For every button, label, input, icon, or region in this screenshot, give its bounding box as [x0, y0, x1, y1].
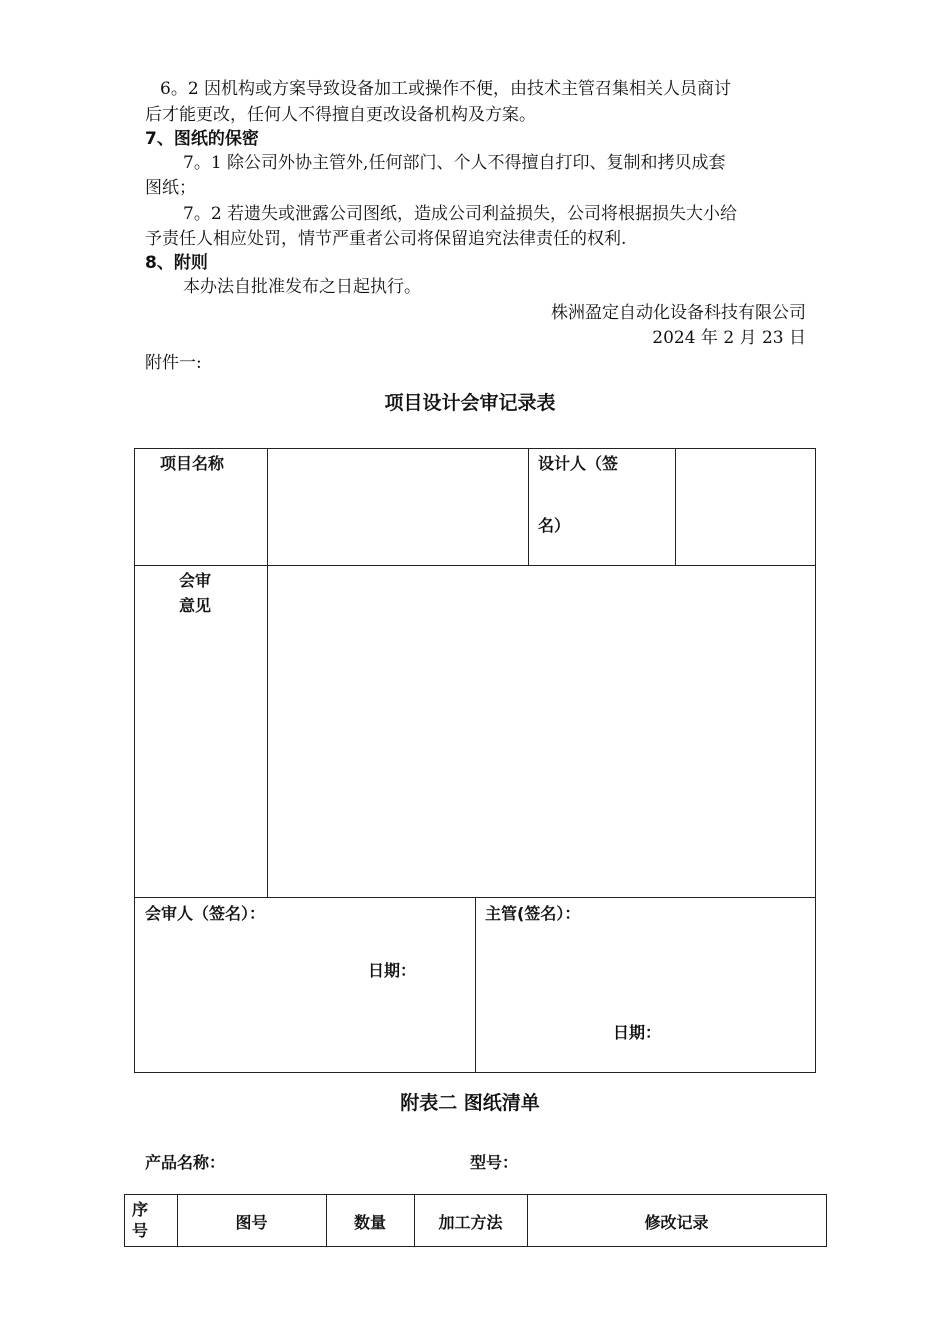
- review-form-title: 项目设计会审记录表: [384, 392, 556, 414]
- opinion-label-line2: 意见: [179, 596, 212, 615]
- attachment-label: 附件一:: [145, 353, 202, 373]
- header-serial: 序 号: [132, 1200, 149, 1240]
- designer-label-line2: 名）: [538, 516, 571, 535]
- reviewer-date-label: 日期：: [368, 961, 417, 980]
- company-name: 株洲盈定自动化设备科技有限公司: [551, 303, 806, 323]
- heading-8: 8、附则: [145, 253, 208, 273]
- para-7-1-line1: 7。1 除公司外协主管外,任何部门、个人不得擅自打印、复制和拷贝成套: [183, 153, 726, 173]
- designer-label-line1: 设计人（签: [538, 454, 619, 473]
- para-6-2-line2: 后才能更改，任何人不得擅自更改设备机构及方案。: [145, 105, 536, 125]
- product-name-label: 产品名称：: [145, 1153, 226, 1172]
- header-revision-record: 修改记录: [644, 1213, 709, 1232]
- review-opinion-field[interactable]: [269, 567, 814, 896]
- header-process-method: 加工方法: [438, 1213, 503, 1232]
- para-7-2-line1: 7。2 若遗失或泄露公司图纸，造成公司利益损失，公司将根据损失大小给: [183, 204, 738, 224]
- model-label: 型号：: [470, 1153, 519, 1172]
- header-quantity: 数量: [353, 1213, 386, 1232]
- supervisor-signature-label: 主管(签名）：: [485, 904, 581, 923]
- opinion-label-line1: 会审: [179, 571, 212, 590]
- designer-signature-field[interactable]: [677, 450, 814, 564]
- project-name-label: 项目名称: [160, 454, 225, 473]
- project-name-field[interactable]: [269, 450, 527, 564]
- heading-7: 7、图纸的保密: [145, 129, 259, 149]
- supervisor-date-label: 日期：: [613, 1023, 662, 1042]
- drawing-list-title: 附表二 图纸清单: [400, 1092, 540, 1114]
- para-7-2-line2: 予责任人相应处罚，情节严重者公司将保留追究法律责任的权利.: [145, 229, 627, 249]
- para-6-2-line1: 6。2 因机构或方案导致设备加工或操作不便，由技术主管召集相关人员商讨: [160, 79, 732, 99]
- para-8: 本办法自批准发布之日起执行。: [183, 277, 421, 297]
- issue-date: 2024 年 2 月 23 日: [652, 328, 806, 348]
- para-7-1-line2: 图纸；: [145, 178, 196, 198]
- reviewer-signature-label: 会审人（签名）：: [145, 904, 266, 923]
- header-drawing-no: 图号: [235, 1213, 268, 1232]
